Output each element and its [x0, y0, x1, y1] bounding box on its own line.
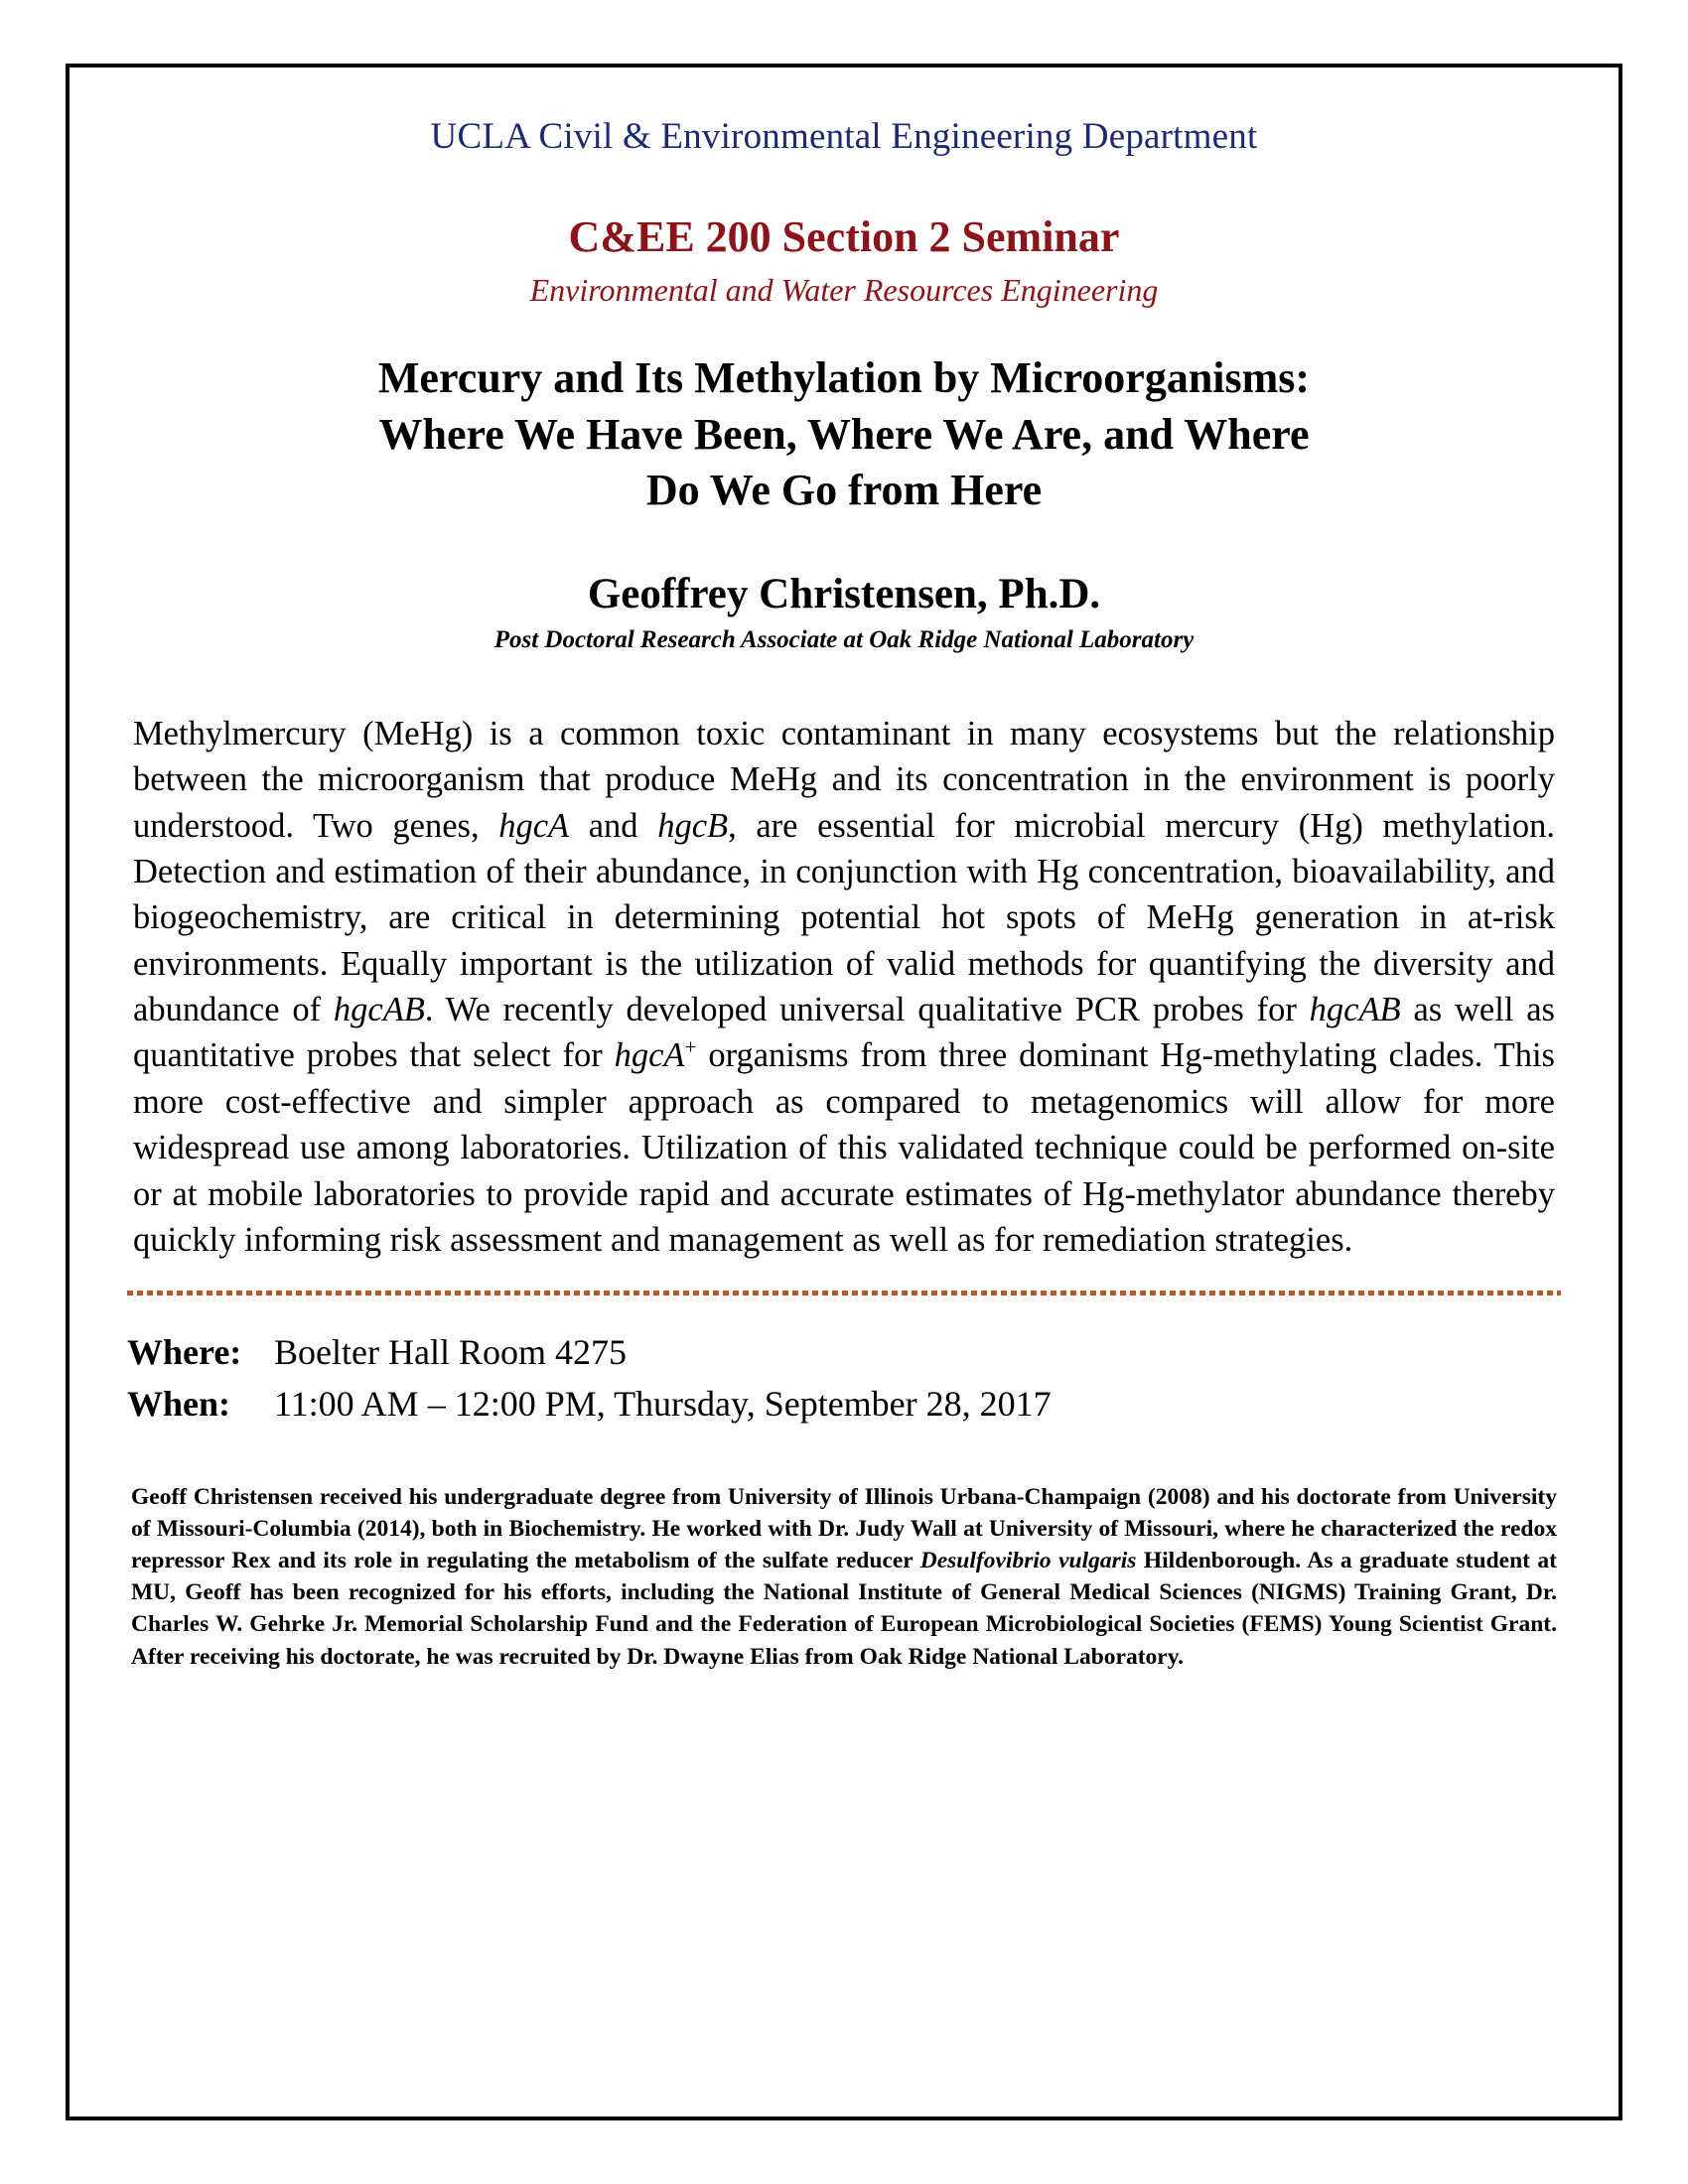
abstract-text-6: organisms from three dominant Hg-methylating clades. This more cost-effective and simpler approach as compared to metagenomics will allow for more widespread use among laboratories. Utilization of this validated technique could be performed on-site or at mobile laboratories to provide rapid and accurate estimates of Hg-methylator abundance thereby quickly informing risk assessment and management as well as for remediation strategies.: [133, 1036, 1555, 1260]
seminar-title: C&EE 200 Section 2 Seminar: [568, 212, 1120, 262]
gene-name-hgca: hgcA: [498, 806, 570, 845]
gene-name-hgcb: hgcB: [657, 806, 729, 845]
where-value: Boelter Hall Room 4275: [274, 1332, 627, 1373]
department-header: UCLA Civil & Environmental Engineering Department: [430, 116, 1258, 157]
flyer-content: [66, 64, 1622, 2120]
bio-text-2: Hildenborough. As a graduate student at MU, Geoff has been recognized for his efforts, including the National Institute of General Medical Sciences (NIGMS) Training Grant, Dr. Charles W. Gehrke Jr. Memorial Scholarship Fund and the Federation of European Microbiological Societies (FEMS) Young Scientist Grant. After receiving his doctorate, he was recruited by Dr. Dwayne Elias from Oak Ridge National Laboratory.: [131, 1548, 1557, 1670]
where-label: Where:: [127, 1332, 242, 1373]
talk-title-line-1: Mercury and Its Methylation by Microorganisms:: [377, 353, 1311, 403]
gene-superscript-plus: +: [684, 1034, 697, 1059]
abstract-text-2: and: [569, 806, 658, 845]
abstract-text-4: . We recently developed universal qualitative PCR probes for: [424, 991, 1310, 1029]
abstract-text-1: Methylmercury (MeHg) is a common toxic contaminant in many ecosystems but the relationship between the microorganism that produce MeHg and its concentration in the environment is poorly understood. Two genes,: [133, 714, 1555, 845]
seminar-subtitle: Environmental and Water Resources Engineering: [529, 271, 1159, 308]
talk-title: [127, 350, 1561, 518]
bio-text-1: Geoff Christensen received his undergraduate degree from University of Illinois Urbana-Champaign (2008) and his doctorate from University of Missouri-Columbia (2014), both in Biochemistry. He worked with Dr. Judy Wall at University of Missouri, where he characterized the redox repressor Rex and its role in regulating the metabolism of the sulfate reducer: [131, 1483, 1557, 1574]
logistics-block: [127, 1327, 1561, 1429]
species-name: Desulfovibrio vulgaris: [919, 1548, 1137, 1574]
when-value: 11:00 AM – 12:00 PM, Thursday, September 28, 2017: [274, 1383, 1052, 1424]
dotted-divider-rule: [127, 1291, 1561, 1296]
speaker-name: Geoffrey Christensen, Ph.D.: [587, 571, 1101, 618]
gene-name-hgca-plus: hgcA: [614, 1036, 685, 1075]
speaker-bio-paragraph: [127, 1481, 1561, 1673]
abstract-text-5: as well as quantitative probes that select for: [133, 991, 1555, 1075]
when-label: When:: [127, 1383, 231, 1424]
talk-title-line-2: Where We Have Been, Where We Are, and Where: [378, 409, 1310, 459]
gene-name-hgcab-1: hgcAB: [333, 991, 425, 1029]
when-row: [127, 1379, 1561, 1430]
abstract-paragraph: [127, 711, 1561, 1264]
where-row: [127, 1327, 1561, 1378]
abstract-text-3: , are essential for microbial mercury (Hg) methylation. Detection and estimation of their abundance, in conjunction with Hg concentration, bioavailability, and biogeochemistry, are critical in determining potential hot spots of MeHg generation in at-risk environments. Equally important is the utilization of valid methods for quantifying the diversity and abundance of: [133, 806, 1555, 1029]
speaker-affiliation: Post Doctoral Research Associate at Oak Ridge National Laboratory: [493, 625, 1195, 653]
gene-name-hgcab-2: hgcAB: [1309, 991, 1401, 1029]
talk-title-line-3: Do We Go from Here: [645, 466, 1043, 514]
